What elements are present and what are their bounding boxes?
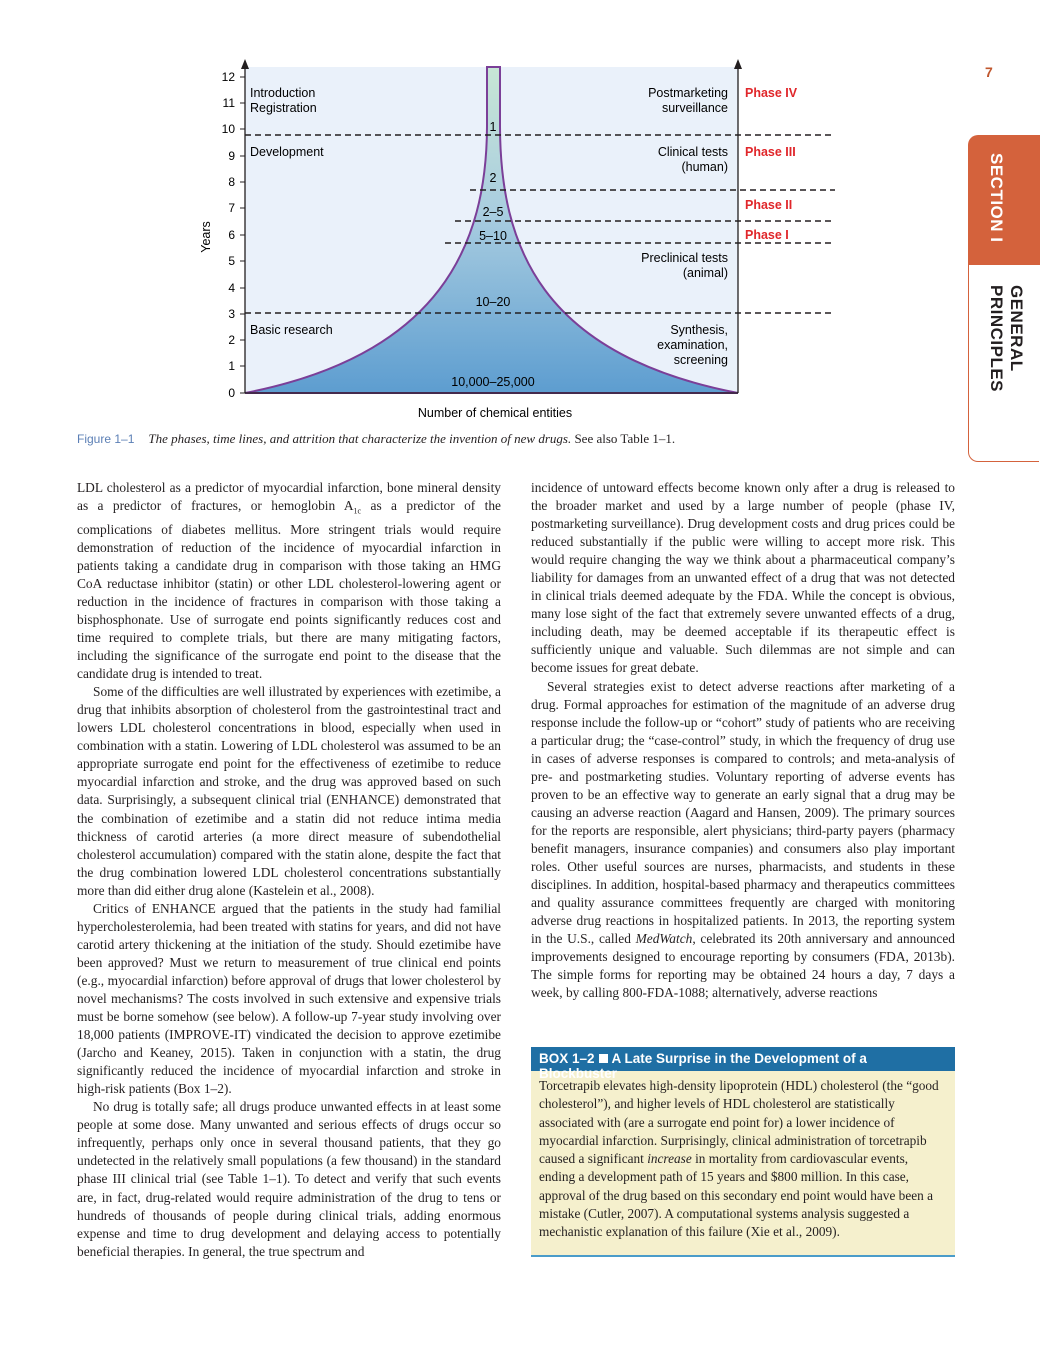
label-human: (human): [681, 160, 728, 174]
caption-label: Figure 1–1: [77, 432, 135, 446]
count-2-5: 2–5: [482, 205, 504, 219]
label-phase-i: Phase I: [745, 228, 789, 242]
y-tick: [228, 359, 245, 373]
caption-tail: See also Table 1–1.: [571, 431, 676, 446]
label-clinical-tests: Clinical tests: [657, 145, 728, 159]
y-tick: [228, 149, 245, 163]
x-axis-label: Number of chemical entities: [417, 406, 573, 420]
svg-text:3: 3: [228, 307, 235, 321]
svg-text:11: 11: [222, 96, 235, 110]
svg-text:9: 9: [228, 149, 235, 163]
y-ticks: [222, 70, 245, 400]
section-title: GENERAL PRINCIPLES: [987, 285, 1026, 393]
box-body: Torcetrapib elevates high-density lipoprotein (HDL) cholesterol (the “good cholesterol”), and higher levels of HDL cholesterol are statistically associated with (are a surrogate end point for) a lower incidence of myocardial infarction. Surprisingly, clinical administration of torcetrapib caused a significant increase in mortality from cardiovascular events, ending a development path of 15 years and $800 million. In this case, approval of the drug based on this secondary end point would have been a mistake (Cutler, 2007). A computational systems analysis suggested a mechanistic explanation of this failure (Xie et al., 2009).: [531, 1071, 955, 1257]
y-tick: [222, 70, 245, 84]
count-2: 2: [489, 171, 497, 185]
y-axis-label: Years: [199, 221, 213, 253]
y-tick: [228, 386, 245, 400]
paragraph: Critics of ENHANCE argued that the patients in the study had familial hypercholesterolemia, had been treated with statins for years, and did not have carotid artery thickening at the initiation of the study. Should ezetimibe have been approved? Must we return to measurement of true clinical end points (e.g., myocardial infarction) before approval of drugs that lower cholesterol by novel mechanisms? The costs involved in such extensive and expensive trials must be borne somehow (see below). A follow-up 7-year study involving over 18,000 patients (IMPROVE-IT) vindicated the decision to approve ezetimibe (Jarcho and Keaney, 2015). Taken in conjunction with a statin, the drug significantly reduced the incidence of myocardial infarction and stroke in high-risk patients (Box 1–2).: [77, 900, 501, 1097]
label-synthesis: Synthesis,: [670, 323, 728, 337]
y-tick: [228, 254, 245, 268]
left-column: [77, 479, 501, 1261]
page-number: 7: [985, 64, 993, 80]
paragraph: Several strategies exist to detect adverse reactions after marketing of a drug. Formal approaches for estimation of the magnitude of an adverse drug response include the follow-up or “cohort” study of patients who are receiving a particular drug; the “case-control” study, in which the frequency of drug use in cases of adverse responses is compared to controls; and meta-analysis of pre- and postmarketing studies. Voluntary reporting of adverse events has proven to be an effective way to generate an early signal that a drug may be causing an adverse reaction (Aagard and Hansen, 2009). The primary sources for the reports are responsible, alert physicians; third-party payers (pharmacy benefit managers, insurance companies) and consumers also play important roles. Other useful sources are nurses, pharmacists, and students in these disciplines. In addition, hospital-based pharmacy and therapeutics committees and quality assurance committees frequently are charged with monitoring adverse drug reactions in hospitalized patients. In 2013, the reporting system in the U.S., called MedWatch, celebrated its 20th anniversary and announced improvements designed to encourage reporting by consumers (FDA, 2013b). The simple forms for reporting may be obtained 24 hours a day, 7 days a week, by calling 800-FDA-1088; alternatively, adverse reactions: [531, 678, 956, 1001]
svg-text:8: 8: [228, 175, 235, 189]
y-axis-arrow: [241, 59, 249, 69]
y-tick: [228, 175, 245, 189]
svg-text:0: 0: [228, 386, 235, 400]
count-10-20: 10–20: [475, 295, 511, 309]
svg-text:4: 4: [228, 281, 235, 295]
svg-text:1: 1: [228, 359, 235, 373]
figure-caption: [77, 431, 957, 447]
label-examination: examination,: [657, 338, 728, 352]
paragraph: No drug is totally safe; all drugs produce unwanted effects in at least some people at some dose. Many unwanted and serious effects of drugs occur so infrequently, perhaps only once in several thousand patients, that they go undetected in the relatively small populations (a few thousand) in the standard phase III clinical trial (see Table 1–1). To detect and verify that such events are, in fact, drug-related would require administration of the drug to tens or hundreds of thousands of people during clinical trials, adding enormous expense and time to drug development and delaying access to potentially beneficial therapies. In general, the true spectrum and: [77, 1099, 501, 1259]
label-screening: screening: [673, 353, 728, 367]
label-development: Development: [250, 145, 324, 159]
right-column: [531, 479, 955, 1002]
y-tick: [228, 333, 245, 347]
y-tick: [228, 201, 245, 215]
y-tick: [222, 122, 245, 136]
svg-text:7: 7: [228, 201, 235, 215]
section-label: SECTION I: [987, 153, 1006, 243]
svg-text:2: 2: [228, 333, 235, 347]
label-phase-iv: Phase IV: [745, 86, 798, 100]
label-postmarketing: Postmarketing: [648, 86, 728, 100]
box-1-2: [531, 1047, 955, 1269]
y-tick: [228, 307, 245, 321]
box-label: BOX 1–2: [539, 1051, 595, 1066]
svg-text:12: 12: [221, 70, 235, 84]
svg-text:6: 6: [228, 228, 235, 242]
square-icon: [599, 1054, 608, 1063]
count-1: 1: [489, 120, 497, 134]
label-preclinical-tests: Preclinical tests: [641, 251, 728, 265]
label-introduction: Introduction: [250, 86, 316, 100]
count-10000-25000: 10,000–25,000: [451, 375, 535, 389]
paragraph: Some of the difficulties are well illustrated by experiences with ezetimibe, a drug that inhibits absorption of cholesterol from the gastrointestinal tract and lowers LDL cholesterol concentrations in blood, especially when used in combination with a statin. Lowering of LDL cholesterol was assumed to be an appropriate surrogate end point for the effectiveness of ezetimibe to reduce myocardial infarction and stroke, and the drug was approved based on such data. Surprisingly, a subsequent clinical trial (ENHANCE) demonstrated that the combination of ezetimibe and a statin did not reduce intima media thickness of carotid arteries (a more direct measure of subendothelial cholesterol accumulation) compared with the statin alone, despite the fact that the drug combination lowered LDL cholesterol concentrations substantially more than did either drug alone (Kastelein et al., 2008).: [77, 684, 501, 898]
box-header: [531, 1047, 955, 1081]
paragraph: LDL cholesterol as a predictor of myocardial infarction, bone mineral density as a predictor of fractures, or hemoglobin $A_{1c}$ as a predictor of the complications of diabetes mellitus. More stringent trials would require demonstration of reduction of the incidence of myocardial infarction in patients taking a candidate drug in comparison with those taking an HMG CoA reductase inhibitor (statin) or other LDL cholesterol-lowering agent or reduction in the incidence of fractures in comparison with those taking a bisphosphonate. Use of surrogate end points significantly reduces cost and time required to complete trials, but there are many mitigating factors, including the significance of the surrogate end point to the disease that the candidate drug is intended to treat.: [77, 480, 501, 682]
label-phase-ii: Phase II: [745, 198, 793, 212]
svg-text:5: 5: [228, 254, 235, 268]
y-tick: [223, 96, 245, 110]
caption-italic: The phases, time lines, and attrition that characterize the invention of new drugs.: [148, 431, 572, 446]
label-surveillance: surveillance: [661, 101, 728, 115]
section-tab: [968, 135, 1040, 463]
label-basic-research: Basic research: [250, 323, 333, 337]
paragraph: incidence of untoward effects become known only after a drug is released to the broader market and used by a large number of people (phase IV, postmarketing surveillance). Drug development costs and drug prices could be reduced substantially if the public were willing to accept more risk. This would require changing the way we think about a pharmaceutical company’s liability for damages from an unwanted effect of a drug that was not detected in clinical trials deemed adequate by the FDA. While the concept is obvious, many lose sight of the fact that extremely severe unwanted effects of a drug, including death, may be deemed acceptable if its therapeutic effect is sufficiently unique and valuable. Such dilemmas are not simple and can become issues for great debate.: [531, 480, 955, 676]
label-animal: (animal): [682, 266, 728, 280]
drug-development-figure: [180, 55, 860, 425]
right-axis-arrow: [734, 59, 742, 69]
label-phase-iii: Phase III: [745, 145, 796, 159]
box-title: A Late Surprise in the Development of a Blockbuster: [539, 1051, 867, 1081]
count-5-10: 5–10: [479, 229, 507, 243]
svg-text:10: 10: [221, 122, 235, 136]
y-tick: [228, 228, 245, 242]
label-registration: Registration: [250, 101, 317, 115]
y-tick: [228, 281, 245, 295]
